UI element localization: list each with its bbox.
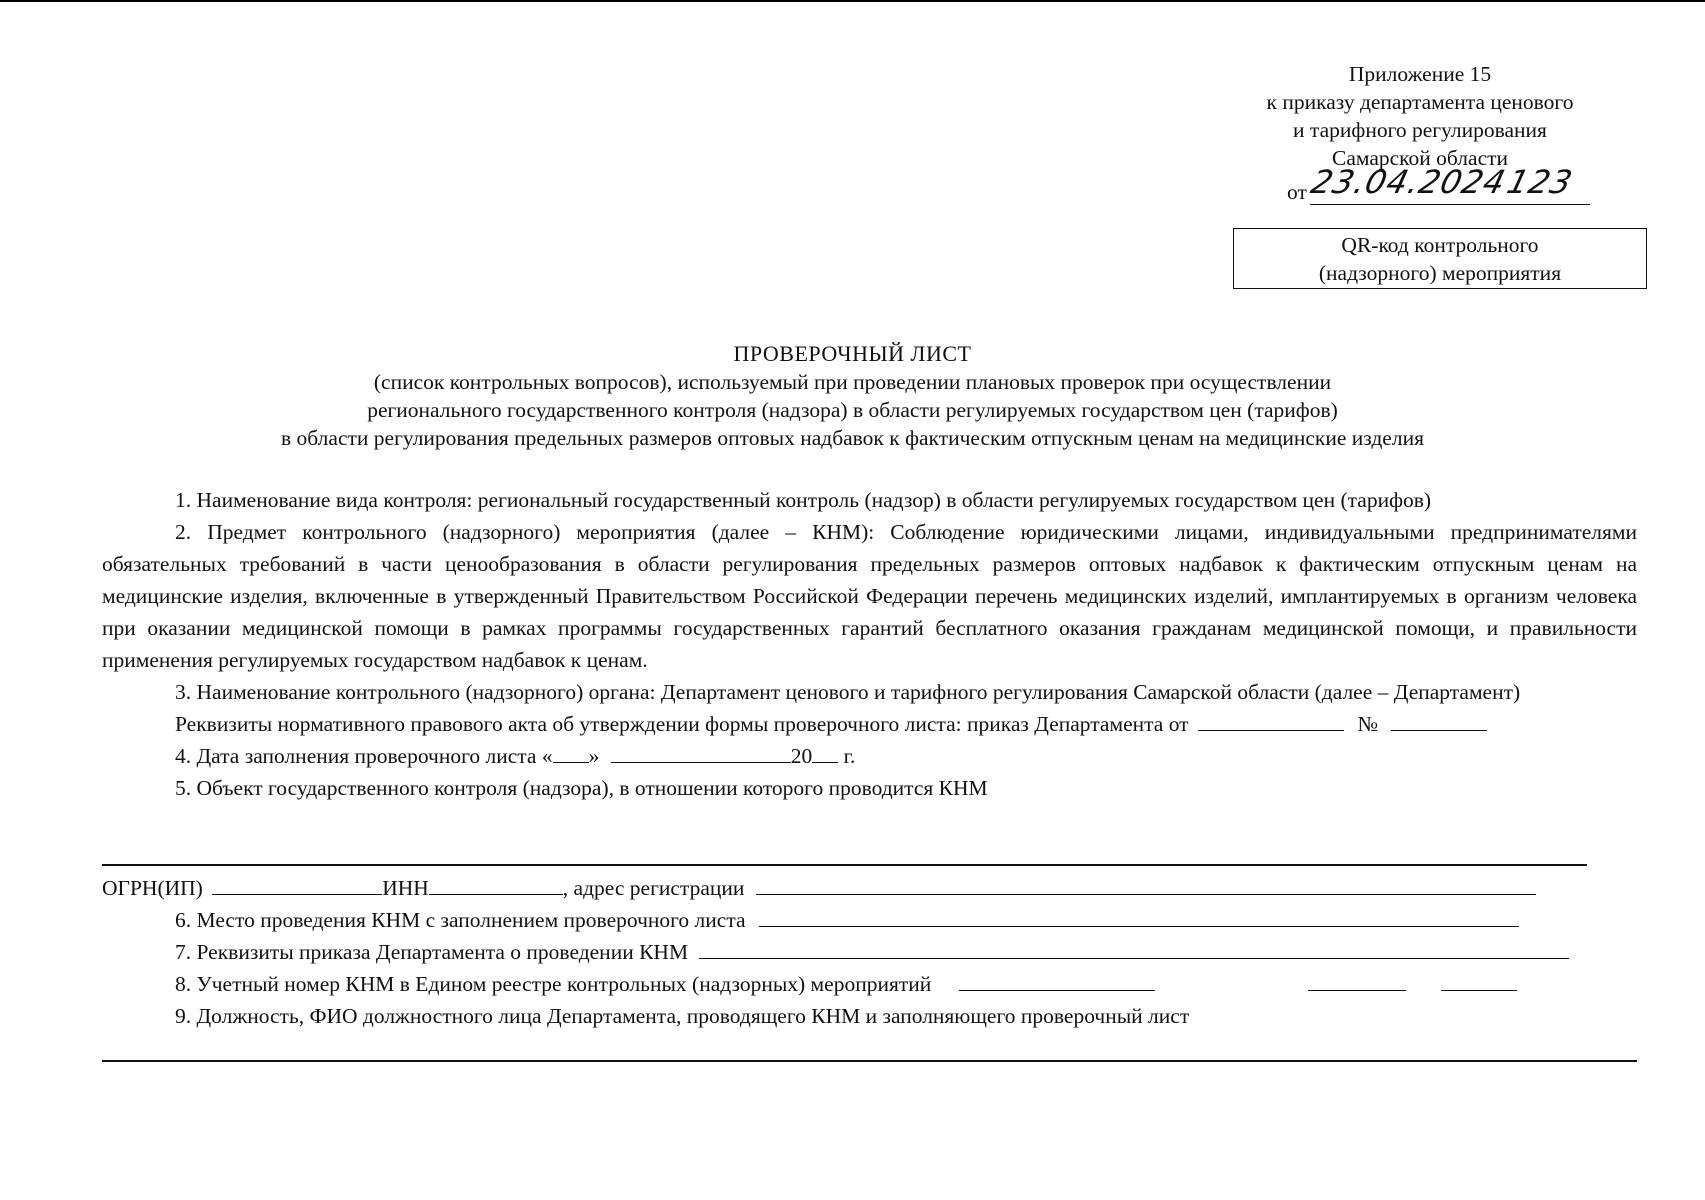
item-7-label: 7. Реквизиты приказа Департамента о проведении КНМ bbox=[175, 940, 689, 964]
address-field[interactable] bbox=[756, 874, 1536, 895]
handwritten-date: 23.04.2024 bbox=[1307, 163, 1510, 201]
ogrn-inn-line bbox=[102, 872, 1637, 904]
document-title-block bbox=[0, 340, 1705, 452]
fill-month-field[interactable] bbox=[611, 742, 791, 763]
fill-year-field[interactable] bbox=[812, 742, 838, 763]
document-subtitle-3: в области регулирования предельных размеров оптовых надбавок к фактическим отпускным ценам на медицинские изделия bbox=[281, 426, 1424, 450]
item-2-subject: 2. Предмет контрольного (надзорного) мероприятия (далее – КНМ): Соблюдение юридическими лицами, индивидуальными предпринимателями обязательных требований в части ценообразования в области регулирования предельных размеров оптовых надбавок к фактическим отпускным ценам на медицинские изделия, включенные в утвержденный Правительством Российской Федерации перечень медицинских изделий, имплантируемых в организм человека при оказании медицинской помощи в рамках программы государственных гарантий бесплатного оказания гражданам медицинской помощи, и правильности применения регулируемых государством надбавок к ценам. bbox=[102, 520, 1637, 672]
qr-code-box bbox=[1233, 228, 1647, 289]
order-requisites-field[interactable] bbox=[699, 938, 1569, 959]
page-top-border bbox=[0, 0, 1705, 2]
appendix-signature-line bbox=[1230, 163, 1610, 204]
inn-label: ИНН bbox=[382, 876, 429, 900]
item-8-line bbox=[102, 968, 1637, 1000]
fill-day-field[interactable] bbox=[553, 742, 589, 763]
object-name-field[interactable] bbox=[102, 864, 1587, 866]
registry-number-field[interactable] bbox=[959, 970, 1155, 991]
item-4-fill-date bbox=[102, 740, 1637, 772]
document-subtitle-2: регионального государственного контроля (надзора) в области регулируемых государством цен (тарифов) bbox=[367, 398, 1338, 422]
requisites-date-field[interactable] bbox=[1198, 710, 1344, 731]
signature-underline bbox=[1310, 204, 1590, 205]
ogrn-label: ОГРН(ИП) bbox=[102, 876, 203, 900]
official-name-field[interactable] bbox=[102, 1060, 1637, 1062]
item-4-label: 4. Дата заполнения проверочного листа « bbox=[175, 744, 553, 768]
number-sign: № bbox=[1357, 712, 1378, 736]
item-6-label: 6. Место проведения КНМ с заполнением проверочного листа bbox=[175, 908, 746, 932]
document-title: ПРОВЕРОЧНЫЙ ЛИСТ bbox=[733, 341, 972, 366]
qr-box-line1: QR-код контрольного bbox=[1341, 233, 1539, 257]
requisites-line bbox=[102, 708, 1637, 740]
item-7-line bbox=[102, 936, 1637, 968]
item-5-object: 5. Объект государственного контроля (надзора), в отношении которого проводится КНМ bbox=[175, 776, 988, 800]
registry-number-field-3[interactable] bbox=[1441, 970, 1517, 991]
registry-number-field-2[interactable] bbox=[1308, 970, 1406, 991]
item-4-quote-close: » bbox=[588, 744, 600, 768]
requisites-label: Реквизиты нормативного правового акта об утверждении формы проверочного листа: приказ Департамента от bbox=[175, 712, 1189, 736]
requisites-number-field[interactable] bbox=[1391, 710, 1487, 731]
appendix-title: Приложение 15 bbox=[1348, 62, 1492, 86]
document-subtitle-1: (список контрольных вопросов), используемый при проведении плановых проверок при осуществлении bbox=[373, 370, 1332, 394]
item-3-authority: 3. Наименование контрольного (надзорного) органа: Департамент ценового и тарифного регулирования Самарской области (далее – Департамент) bbox=[175, 680, 1521, 704]
address-label: , адрес регистрации bbox=[562, 876, 745, 900]
place-field[interactable] bbox=[759, 906, 1519, 927]
handwritten-number: 123 bbox=[1503, 163, 1577, 201]
appendix-header bbox=[1230, 60, 1610, 204]
appendix-line-region: Самарской области bbox=[1331, 146, 1509, 170]
item-9-line bbox=[102, 1000, 1637, 1032]
item-1-control-type: 1. Наименование вида контроля: региональный государственный контроль (надзор) в области регулируемых государством цен (тарифов) bbox=[175, 488, 1432, 512]
year-prefix: 20 bbox=[790, 744, 813, 768]
qr-box-line2: (надзорного) мероприятия bbox=[1318, 261, 1562, 285]
inn-field[interactable] bbox=[429, 874, 563, 895]
checklist-body bbox=[102, 484, 1637, 804]
year-suffix: г. bbox=[843, 744, 856, 768]
item-6-line bbox=[102, 904, 1637, 936]
appendix-line-order: к приказу департамента ценового bbox=[1266, 90, 1574, 114]
item-9-label: 9. Должность, ФИО должностного лица Департамента, проводящего КНМ и заполняющего проверочный лист bbox=[175, 1004, 1190, 1028]
item-8-label: 8. Учетный номер КНМ в Едином реестре контрольных (надзорных) мероприятий bbox=[175, 972, 932, 996]
ogrn-field[interactable] bbox=[212, 874, 382, 895]
appendix-line-regulation: и тарифного регулирования bbox=[1293, 118, 1547, 142]
from-label: от bbox=[1287, 180, 1307, 204]
